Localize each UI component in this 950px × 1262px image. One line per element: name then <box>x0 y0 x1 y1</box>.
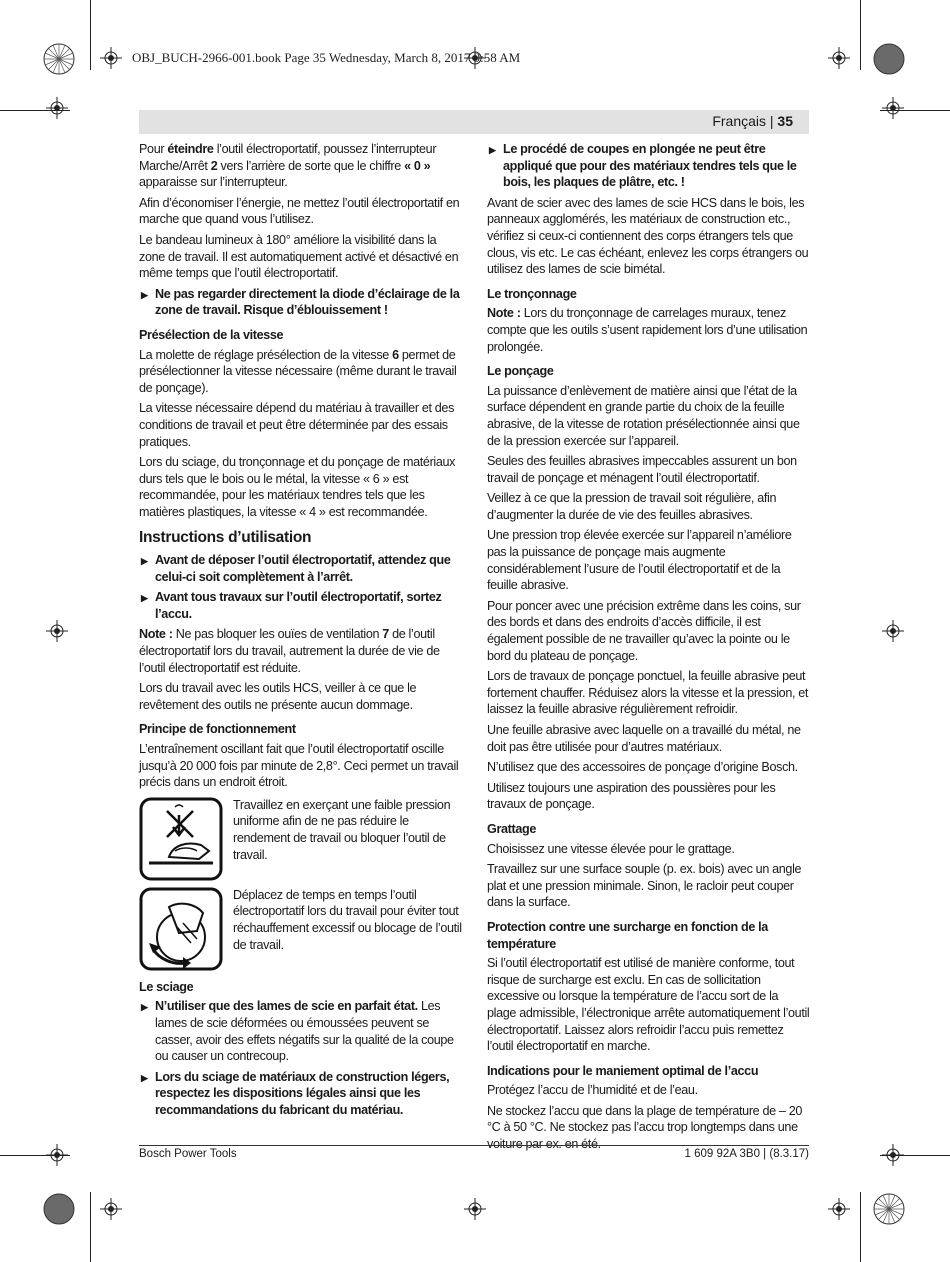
text: Pour <box>139 142 168 156</box>
warning-item: ▶ Avant tous travaux sur l’outil électroportatif, sortez l’accu. <box>139 589 462 622</box>
footer-brand: Bosch Power Tools <box>139 1148 237 1160</box>
note-label: Note : <box>487 306 521 321</box>
paragraph: N’utilisez que des accessoires de ponçage d’origine Bosch. <box>487 760 798 775</box>
paragraph: Choisissez une vitesse élevée pour le grattage. <box>487 841 735 856</box>
text-bold: « 0 » <box>404 158 431 173</box>
paragraph: Si l’outil électroportatif est utilisé de manière conforme, tout risque de surcharge est exclu. En cas de sollicitation excessive ou lorsque la température de l’accu sort de la plage admissible, l’électronique arrête automatiquement l’outil électroportatif. Laissez alors refroidir l’accu puis remettez l’outil électroportatif en marche. <box>487 956 810 1054</box>
paragraph: Lors du travail avec les outils HCS, veiller à ce que le revêtement des outils ne présente aucun dommage. <box>139 681 417 712</box>
paragraph: Travaillez sur une surface souple (p. ex. bois) avec un angle plat et une pression minimale. Sinon, le racloir peut couper dans la surface. <box>487 862 802 910</box>
text-bold: 2 <box>210 158 218 173</box>
crosshair-mark-icon <box>464 1198 486 1220</box>
note-paragraph <box>487 305 810 355</box>
crosshair-mark-icon <box>828 1198 850 1220</box>
footer-divider <box>139 1145 809 1146</box>
page-header <box>712 113 793 129</box>
warning-item: ▶ Ne pas regarder directement la diode d’éclairage de la zone de travail. Risque d’éblouissement ! <box>139 286 462 319</box>
right-column <box>487 141 810 1157</box>
warning-item: ▶ Avant de déposer l’outil électroportatif, attendez que celui-ci soit complètement à l’arrêt. <box>139 552 462 585</box>
text-bold: 7 <box>382 627 389 642</box>
text-bold: N’utiliser que des lames de scie en parfait état. <box>155 999 418 1014</box>
paragraph: Lors de travaux de ponçage ponctuel, la feuille abrasive peut fortement chauffer. Réduisez alors la vitesse et la pression, et laissez la feuille abrasive régulièrement refroidir. <box>487 669 809 717</box>
figure-caption: Travaillez en exerçant une faible pression uniforme afin de ne pas réduire le rendement de travail ou bloquer l’outil de travail. <box>233 797 451 862</box>
section-heading: Indications pour le maniement optimal de l’accu <box>487 1063 759 1078</box>
section-heading: Grattage <box>487 821 536 836</box>
low-pressure-illustration-icon <box>139 797 223 881</box>
warning-item <box>139 998 462 1064</box>
page-header-band <box>139 110 809 134</box>
text: apparaisse sur l’interrupteur. <box>139 175 288 190</box>
crosshair-mark-icon <box>882 97 904 119</box>
note-paragraph <box>139 626 462 676</box>
registration-mark-icon <box>42 42 76 76</box>
crosshair-mark-icon <box>100 1198 122 1220</box>
crosshair-mark-icon <box>46 620 68 642</box>
crosshair-mark-icon <box>882 1144 904 1166</box>
paragraph: La vitesse nécessaire dépend du matériau à travailler et des conditions de travail et peut être déterminée par des essais pratiques. <box>139 401 455 449</box>
crosshair-mark-icon <box>46 97 68 119</box>
paragraph: Pour poncer avec une précision extrême dans les coins, sur des bords et dans des endroits d’accès difficile, il est également possible de ne travailler qu’avec la pointe ou le bord du plateau de ponçage. <box>487 598 801 663</box>
text-bold: éteindre <box>167 142 214 156</box>
section-heading: Le sciage <box>139 979 194 994</box>
paragraph: Une feuille abrasive avec laquelle on a travaillé du métal, ne doit pas être utilisée pour d’autres matériaux. <box>487 723 801 754</box>
figure-caption: Déplacez de temps en temps l’outil électroportatif lors du travail pour éviter tout réchauffement excessif ou blocage de l’outil de travail. <box>233 887 462 952</box>
text: La molette de réglage présélection de la vitesse <box>139 347 393 362</box>
paragraph: Le bandeau lumineux à 180° améliore la visibilité dans la zone de travail. Il est automatiquement activé et désactivé en même temps que l’outil électroportatif. <box>139 232 459 281</box>
paragraph: Avant de scier avec des lames de scie HCS dans le bois, les panneaux agglomérés, les matériaux de construction etc., vérifiez si ceux-ci contiennent des corps étrangers tels que clous, vis etc. Le cas échéant, enlevez les corps étrangers ou utilisez des lames de scie bimétal. <box>487 195 809 277</box>
language-label: Français <box>712 113 766 129</box>
crop-line <box>860 1192 861 1262</box>
section-heading: Principe de fonctionnement <box>139 722 296 737</box>
footer-doc-number: 1 609 92A 3B0 | (8.3.17) <box>684 1148 809 1160</box>
chapter-heading: Instructions d’utilisation <box>139 529 312 547</box>
figure-row <box>139 887 462 971</box>
section-heading: Le ponçage <box>487 364 554 379</box>
registration-mark-icon <box>42 1192 76 1226</box>
paragraph: Une pression trop élevée exercée sur l’appareil n’améliore pas la puissance de ponçage mais augmente considérablement l’usure de l’outil électroportatif et de la feuille abrasive. <box>487 528 792 593</box>
note-label: Note : <box>139 627 173 642</box>
crop-line <box>90 0 91 70</box>
figure-row <box>139 797 462 881</box>
paragraph: Afin d’économiser l’énergie, ne mettez l’outil électroportatif en marche que quand vous l’utilisez. <box>139 195 460 227</box>
left-column <box>139 141 462 1123</box>
text: l’outil électroportatif, poussez l’interrupteur Marche/Arrêt <box>139 142 437 173</box>
crosshair-mark-icon <box>828 47 850 69</box>
text: de l’outil électroportatif lors du travail, autrement la durée de vie de l’outil électroportatif est réduite. <box>139 627 440 675</box>
text: Les lames de scie déformées ou émoussées peuvent se casser, avoir des effets négatifs sur la qualité de la coupe ou causer un contrecoup. <box>155 999 454 1064</box>
paragraph: Protégez l’accu de l’humidité et de l’eau. <box>487 1083 698 1098</box>
paragraph: L’entraînement oscillant fait que l’outil électroportatif oscille jusqu’à 20 000 fois par minute de 2,8°. Ceci permet un travail précis dans un endroit étroit. <box>139 742 459 790</box>
warning-item: ▶ Lors du sciage de matériaux de construction légers, respectez les dispositions légales ainsi que les recommandations du fabricant du matériau. <box>139 1069 462 1119</box>
page-number: 35 <box>777 113 793 129</box>
paragraph: Utilisez toujours une aspiration des poussières pour les travaux de ponçage. <box>487 780 776 812</box>
paragraph <box>139 141 462 191</box>
paragraph: Lors du sciage, du tronçonnage et du ponçage de matériaux durs tels que le bois ou le métal, la vitesse « 6 » est recommandée, pour les matériaux tendres tels que les matières plastiques, la vitesse « 4 » est recommandée. <box>139 455 456 519</box>
paragraph: Seules des feuilles abrasives impeccables assurent un bon travail de ponçage et ménagent l’outil électroportatif. <box>487 454 797 485</box>
paragraph <box>139 347 462 397</box>
registration-mark-icon <box>872 1192 906 1226</box>
paragraph: Veillez à ce que la pression de travail soit régulière, afin d’augmenter la durée de vie des feuilles abrasives. <box>487 491 777 522</box>
header-separator: | <box>766 113 778 129</box>
crosshair-mark-icon <box>46 1144 68 1166</box>
print-header: OBJ_BUCH-2966-001.book Page 35 Wednesday, March 8, 2017 9:58 AM <box>132 50 521 65</box>
crosshair-mark-icon <box>882 620 904 642</box>
section-heading: Présélection de la vitesse <box>139 327 284 342</box>
text: permet de présélectionner la vitesse nécessaire (même durant le travail de ponçage). <box>139 347 457 395</box>
registration-mark-icon <box>872 42 906 76</box>
crop-line <box>860 0 861 70</box>
text: vers l’arrière de sorte que le chiffre <box>217 158 405 173</box>
text: Lors du tronçonnage de carrelages muraux, tenez compte que les outils s’usent rapidement lors d’une utilisation prolongée. <box>487 306 808 354</box>
text: Ne pas bloquer les ouïes de ventilation <box>172 627 383 642</box>
crosshair-mark-icon <box>100 47 122 69</box>
section-heading: Le tronçonnage <box>487 286 577 301</box>
move-tool-illustration-icon <box>139 887 223 971</box>
text-bold: 6 <box>392 347 399 362</box>
warning-item: ▶ Le procédé de coupes en plongée ne peut être appliqué que pour des matériaux tendres tels que le bois, les plaques de plâtre, etc. ! <box>487 141 810 191</box>
section-heading: Protection contre une surcharge en fonction de la température <box>487 919 768 951</box>
paragraph: Ne stockez l’accu que dans la plage de température de – 20 °C à 50 °C. Ne stockez pas l’accu trop longtemps dans une <box>487 1103 803 1135</box>
paragraph: La puissance d’enlèvement de matière ainsi que l’état de la surface dépendent en grande partie du choix de la feuille abrasive, de la vitesse de rotation présélectionnée ainsi que de la pression exercée sur l’appareil. <box>487 383 800 448</box>
crop-line <box>90 1192 91 1262</box>
